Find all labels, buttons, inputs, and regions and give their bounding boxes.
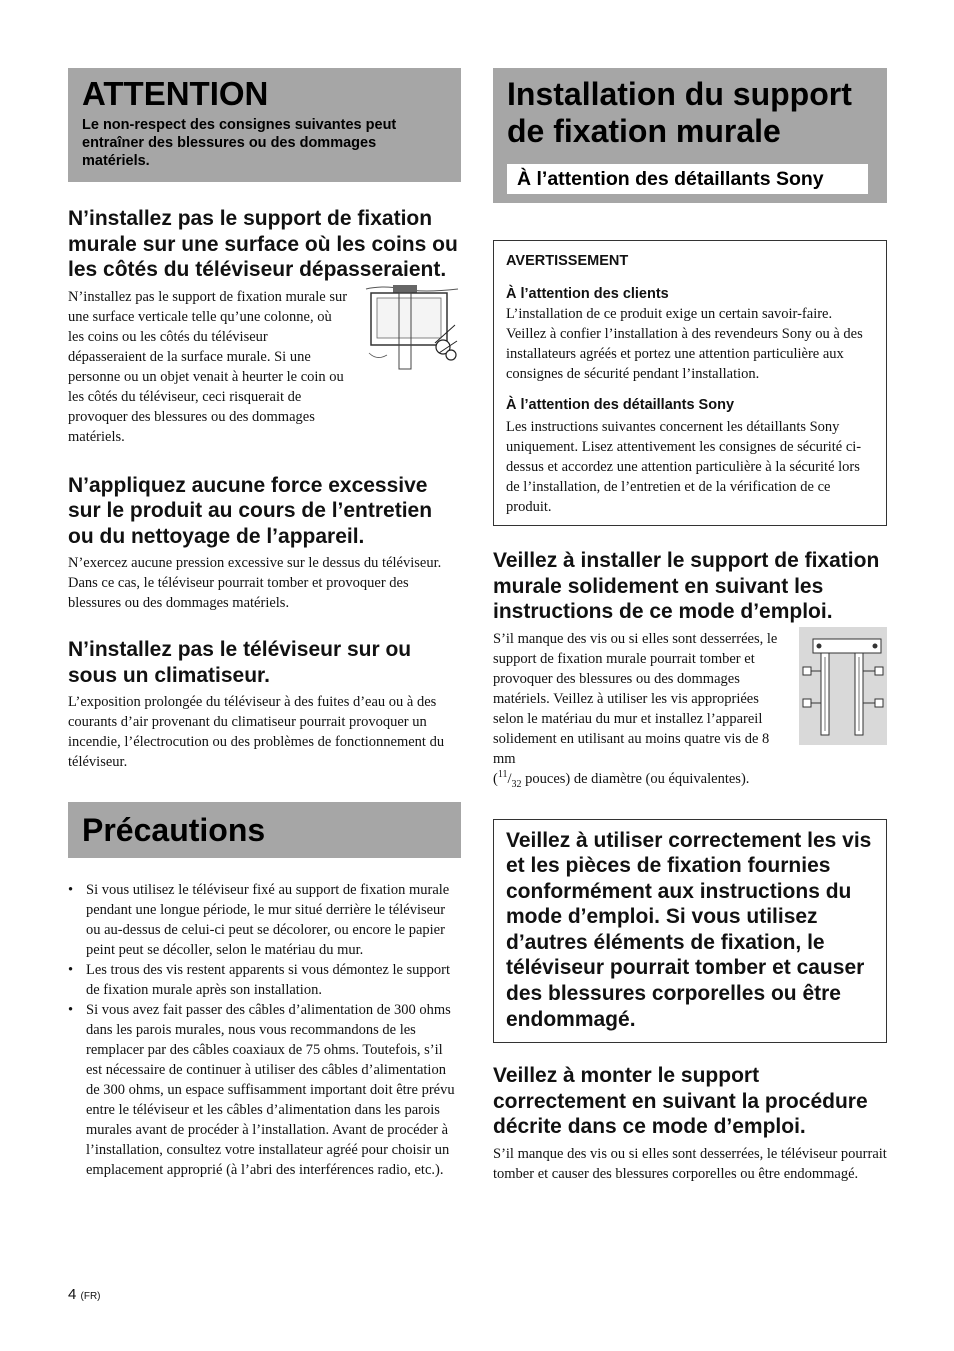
page-number: 4: [68, 1286, 77, 1303]
boxed-warning: [493, 819, 887, 1044]
section2-body: N’exercez aucune pression excessive sur le dessus du téléviseur. Dans ce cas, le téléviseur pourrait tomber et provoquer des blessures ou des dommages matériels.: [68, 555, 442, 611]
precautions-list: [68, 880, 461, 1180]
section4-body-wrap: [493, 629, 783, 789]
section1-heading: N’installez pas le support de fixation murale sur une surface où les coins ou les côtés du téléviseur dépasseraient.: [68, 207, 458, 281]
section4-block: [493, 629, 887, 789]
tv-corner-illustration: [363, 281, 461, 371]
section2-heading: N’appliquez aucune force excessive sur le produit au cours de l’entretien ou du nettoyage de l’appareil.: [68, 473, 433, 548]
warning-box: [493, 240, 887, 526]
install-banner: [493, 68, 887, 203]
section5-heading: Veillez à monter le support correctement en suivant la procédure décrite dans ce mode d’emploi.: [493, 1064, 868, 1139]
fraction-open: (: [493, 770, 498, 787]
list-item: • Les trous des vis restent apparents si vous démontez le support de fixation murale après son installation.: [68, 960, 461, 1000]
page-footer: [68, 1286, 101, 1303]
fraction-numerator: 11: [497, 768, 508, 780]
attention-title: ATTENTION: [82, 75, 269, 112]
install-subtitle: À l’attention des détaillants Sony: [507, 164, 868, 194]
section4-heading: Veillez à installer le support de fixation murale solidement en suivant les instructions de ce mode d’emploi.: [493, 549, 880, 623]
right-column: [493, 68, 887, 1184]
section5-body: S’il manque des vis ou si elles sont desserrées, le téléviseur pourrait tomber et causer des blessures corporelles ou être endommagé.: [493, 1145, 887, 1182]
fraction-slash: /: [507, 770, 512, 787]
section1-body: N’installez pas le support de fixation murale sur une surface verticale telle qu’une colonne, où les coins ou les côtés du téléviseur dépasseraient de la surface murale. Si une personne ou un objet venait à heurter le coin ou les côtés du téléviseur, ceci risquerait de provoquer des blessures ou des dommages matériels.: [68, 288, 348, 445]
precautions-title: Précautions: [82, 812, 266, 848]
left-column: [68, 68, 461, 1180]
attention-banner: [68, 68, 461, 182]
section4-body-end: pouces) de diamètre (ou équivalentes).: [521, 770, 750, 787]
precautions-banner: [68, 802, 461, 858]
wall-bracket-illustration: [799, 627, 887, 745]
boxed-warning-text: Veillez à utiliser correctement les vis et les pièces de fixation fournies conformément aux instructions du mode d’emploi. Si vous utilisez d’autres éléments de fixation, le téléviseur pourrait tomber et causer des blessures corporelles ou être endommagé.: [506, 828, 872, 1031]
attention-subtitle: Le non-respect des consignes suivantes peut entraîner des blessures ou des dommages matériels.: [82, 117, 397, 169]
language-code: (FR): [80, 1291, 101, 1302]
dealers-heading: À l’attention des détaillants Sony: [506, 397, 735, 413]
dealers-body: Les instructions suivantes concernent les détaillants Sony uniquement. Lisez attentivement les consignes de sécurité ci-dessus et accordez une attention particulière à la sécurité lors de l’installation, de l’entretien et de la vérification de ce produit.: [506, 419, 862, 515]
fraction-denominator: 32: [511, 778, 522, 790]
list-item: • Si vous utilisez le téléviseur fixé au support de fixation murale pendant une longue période, le mur situé derrière le téléviseur ou au-dessus de celui-ci peut se décolorer, ou encore le papier peint peut se décoller, selon le matériau du mur.: [68, 880, 461, 960]
clients-heading: À l’attention des clients: [506, 286, 669, 302]
install-title: Installation du support de fixation murale: [507, 76, 852, 149]
section1-block: [68, 287, 461, 447]
section3-body: L’exposition prolongée du téléviseur à des fuites d’eau ou à des courants d’air provenant du climatiseur pourrait provoquer un incendie, l’électrocution ou des problèmes de fonctionnement du téléviseur.: [68, 694, 445, 770]
section4-body: S’il manque des vis ou si elles sont desserrées, le support de fixation murale pourrait tomber et provoquer des blessures ou des dommages matériels. Veillez à utiliser les vis appropriées selon le matériau du mur et installez l’appareil solidement en utilisant au moins quatre vis de 8 mm: [493, 630, 778, 767]
list-item: • Si vous avez fait passer des câbles d’alimentation de 300 ohms dans les parois murales, nous vous recommandons de les remplacer par des câbles coaxiaux de 75 ohms. Toutefois, s’il est nécessaire de continuer à utiliser des câbles d’alimentation de 300 ohms, un espace suffisamment important doit être prévu entre le téléviseur et les câbles d’alimentation dans les parois murales avant de procéder à l’installation. Avant de procéder à l’installation, consultez votre installateur agréé pour choisir un emplacement approprié (à l’abri des interférences radio, etc.).: [68, 1000, 461, 1180]
warning-label: AVERTISSEMENT: [506, 253, 629, 269]
section3-heading: N’installez pas le téléviseur sur ou sous un climatiseur.: [68, 638, 412, 687]
clients-body: L’installation de ce produit exige un certain savoir-faire. Veillez à confier l’installation à des revendeurs Sony ou à des installateurs agréés et portez une attention particulière aux consignes de sécurité pendant l’installation.: [506, 306, 863, 382]
